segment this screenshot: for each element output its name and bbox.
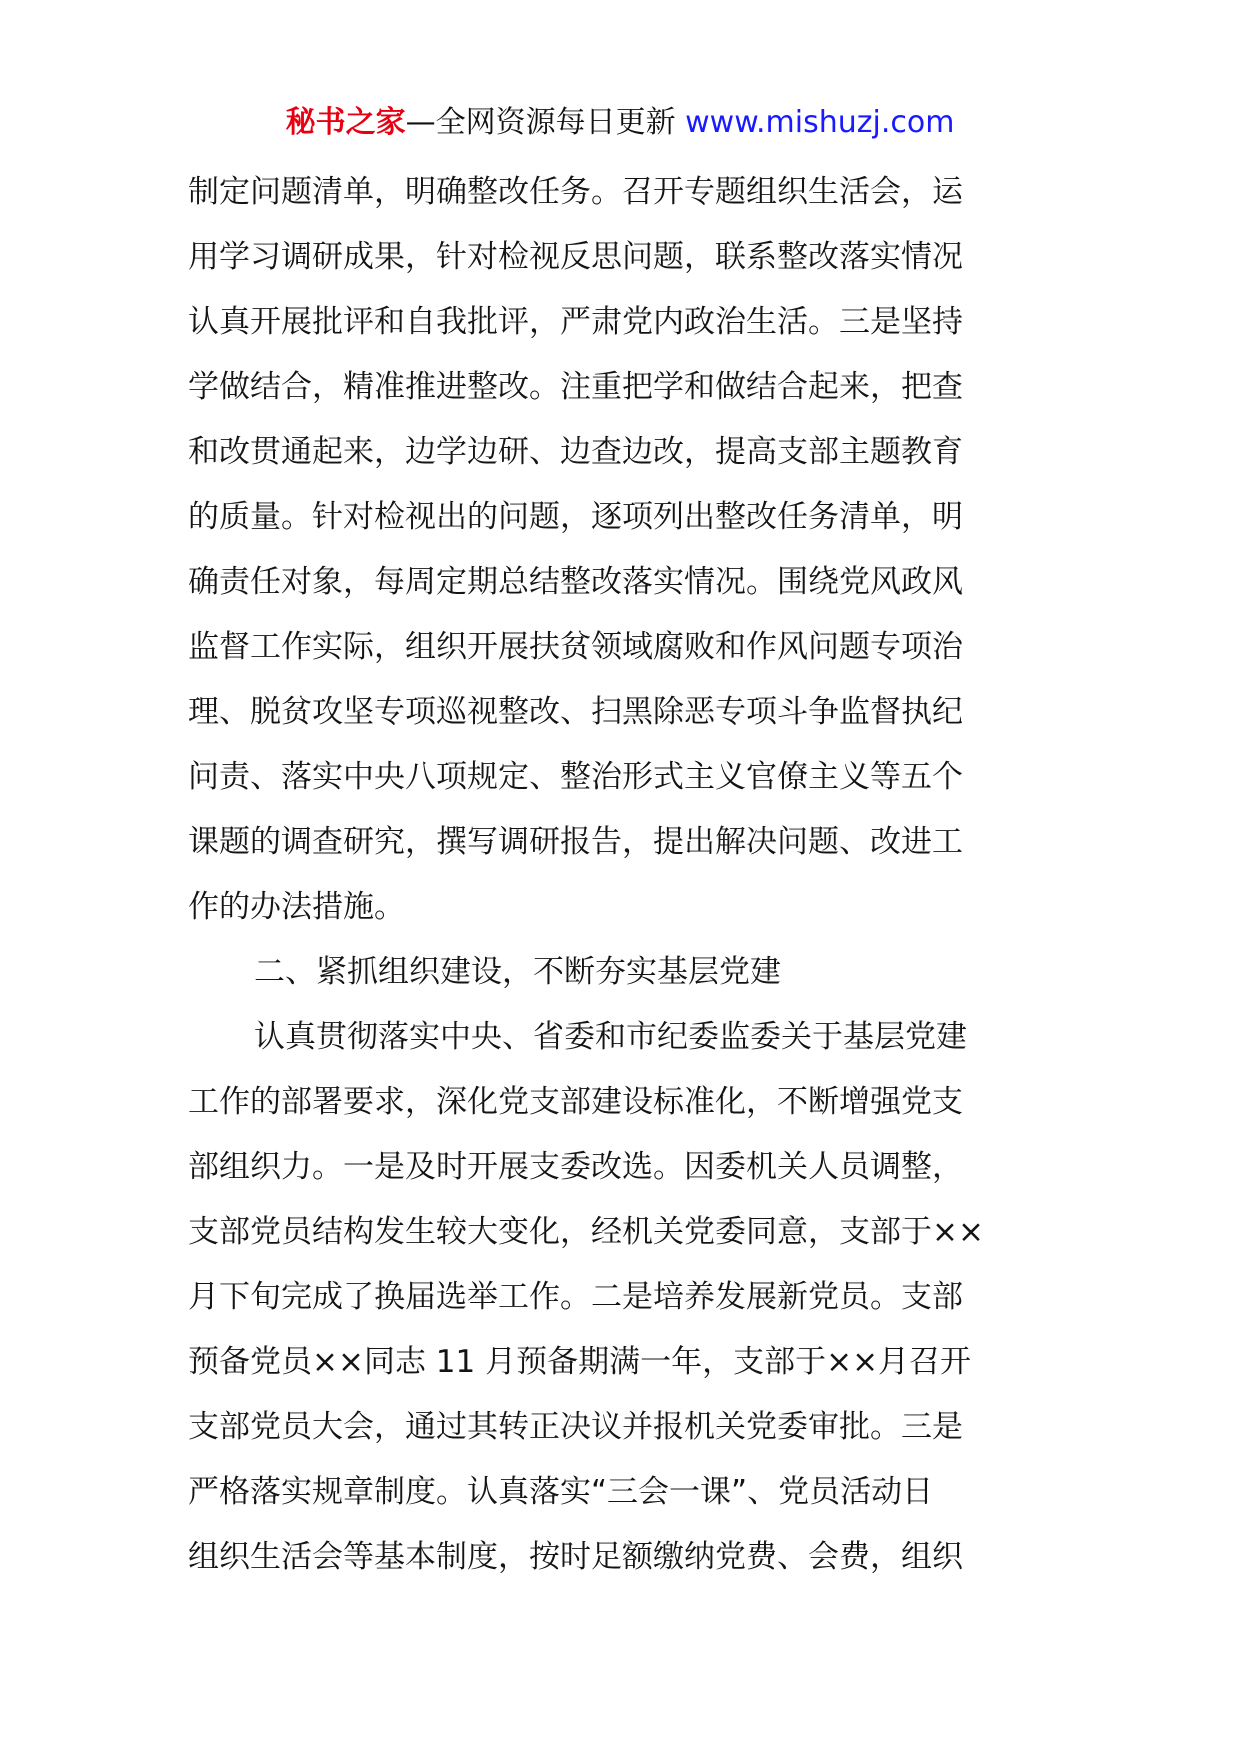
site-url-link[interactable]: www.mishuzj.com <box>685 105 955 140</box>
text-line: 支部党员结构发生较大变化，经机关党委同意，支部于×× <box>188 1214 984 1250</box>
site-brand: 秘书之家 <box>285 105 406 140</box>
document-body <box>188 160 1053 1590</box>
text-line: 认真开展批评和自我批评，严肃党内政治生活。三是坚持 <box>188 304 963 340</box>
text-line: 问责、落实中央八项规定、整治形式主义官僚主义等五个 <box>188 759 963 795</box>
section-heading: 二、紧抓组织建设，不断夯实基层党建 <box>254 954 781 990</box>
text-line: 工作的部署要求，深化党支部建设标准化，不断增强党支 <box>188 1084 963 1120</box>
text-line: 部组织力。一是及时开展支委改选。因委机关人员调整， <box>188 1149 963 1185</box>
text-line: 月下旬完成了换届选举工作。二是培养发展新党员。支部 <box>188 1279 963 1315</box>
text-line: 用学习调研成果，针对检视反思问题，联系整改落实情况 <box>188 239 963 275</box>
text-line: 监督工作实际，组织开展扶贫领域腐败和作风问题专项治 <box>188 629 963 665</box>
text-line: 作的办法措施。 <box>188 889 405 925</box>
text-line: 和改贯通起来，边学边研、边查边改，提高支部主题教育 <box>188 434 963 470</box>
text-line: 学做结合，精准推进整改。注重把学和做结合起来，把查 <box>188 369 963 405</box>
paragraph-first-line: 认真贯彻落实中央、省委和市纪委监委关于基层党建 <box>254 1019 967 1055</box>
text-line: 支部党员大会，通过其转正决议并报机关党委审批。三是 <box>188 1409 963 1445</box>
text-line: 组织生活会等基本制度，按时足额缴纳党费、会费，组织 <box>188 1539 963 1575</box>
text-line: 确责任对象，每周定期总结整改落实情况。围绕党风政风 <box>188 564 963 600</box>
site-tagline: —全网资源每日更新 <box>405 105 686 140</box>
text-line: 的质量。针对检视出的问题，逐项列出整改任务清单，明 <box>188 499 963 535</box>
site-header <box>0 100 1240 146</box>
text-line: 理、脱贫攻坚专项巡视整改、扫黑除恶专项斗争监督执纪 <box>188 694 963 730</box>
text-line: 课题的调查研究，撰写调研报告，提出解决问题、改进工 <box>188 824 963 860</box>
text-line: 预备党员××同志 11 月预备期满一年，支部于××月召开 <box>188 1344 972 1380</box>
text-line: 严格落实规章制度。认真落实“三会一课”、党员活动日 <box>188 1474 934 1510</box>
text-line: 制定问题清单，明确整改任务。召开专题组织生活会，运 <box>188 174 963 210</box>
